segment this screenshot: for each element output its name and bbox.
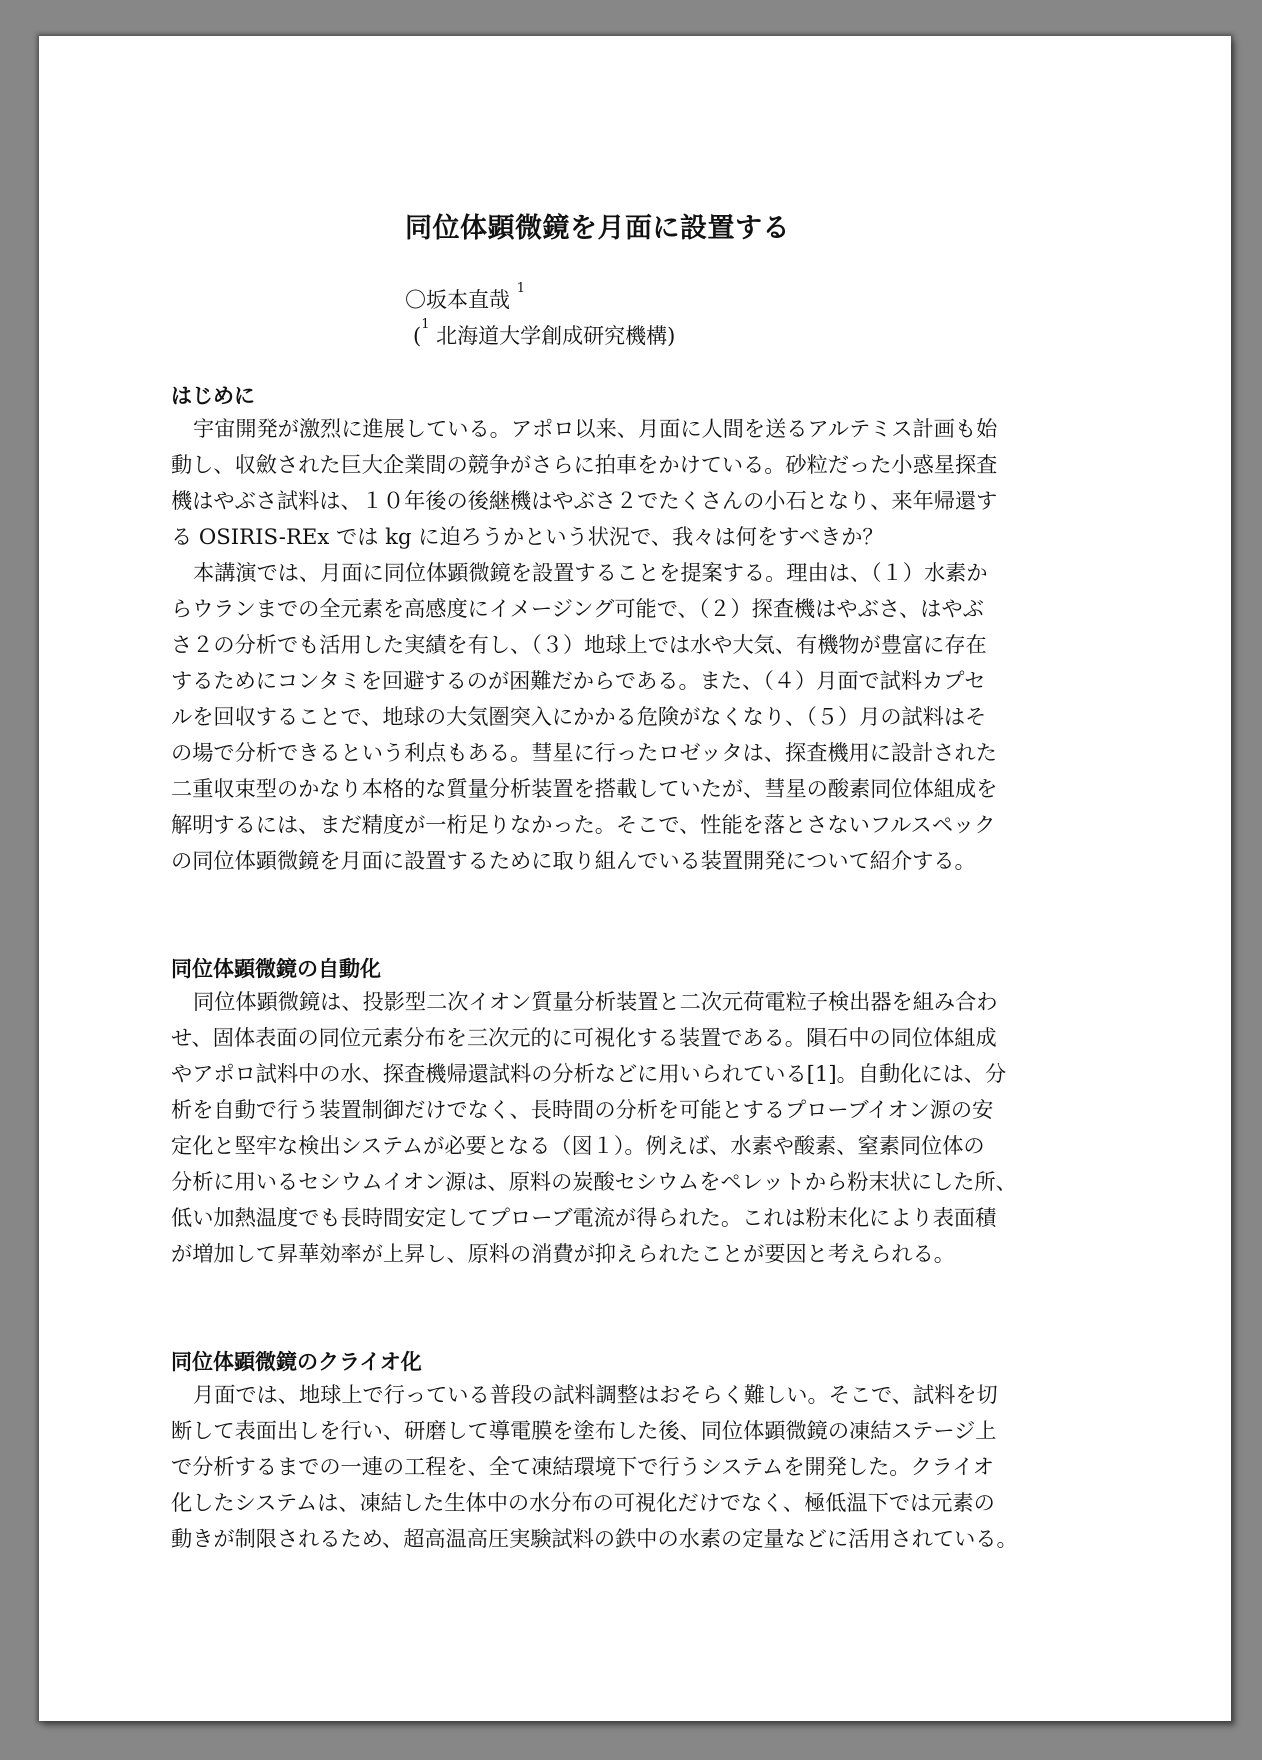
text-line: 二重収束型のかなり本格的な質量分析装置を搭載していたが、彗星の酸素同位体組成を (171, 776, 998, 801)
text-line: せ、固体表面の同位元素分布を三次元的に可視化する装置である。隕石中の同位体組成 (171, 1025, 997, 1050)
text-line: 解明するには、まだ精度が一桁足りなかった。そこで、性能を落とさないフルスペック (171, 812, 996, 837)
text-line: 本講演では、月面に同位体顕微鏡を設置することを提案する。理由は、（１）水素か (193, 560, 988, 585)
text-line: 定化と堅牢な検出システムが必要となる（図１）。例えば、水素や酸素、窒素同位体の (171, 1133, 985, 1158)
section-heading: はじめに (171, 384, 255, 408)
text-line: やアポロ試料中の水、探査機帰還試料の分析などに用いられている[1]。自動化には、分 (171, 1061, 1007, 1086)
section-automation (171, 954, 1117, 1272)
section-body (171, 411, 1117, 879)
section-heading: 同位体顕微鏡の自動化 (171, 957, 381, 981)
text-line: 断して表面出しを行い、研磨して導電膜を塗布した後、同位体顕微鏡の凍結ステージ上 (171, 1418, 997, 1443)
text-line: らウランまでの全元素を高感度にイメージング可能で、（２）探査機はやぶさ、はやぶ (171, 596, 984, 621)
text-line: の同位体顕微鏡を月面に設置するために取り組んでいる装置開発について紹介する。 (171, 848, 976, 873)
text-line: ルを回収することで、地球の大気圏突入にかかる危険がなくなり、（５）月の試料はそ (171, 704, 987, 729)
text-line: の場で分析できるという利点もある。彗星に行ったロゼッタは、探査機用に設計された (171, 740, 997, 765)
section-cryo (171, 1347, 1117, 1557)
document-title: 同位体顕微鏡を月面に設置する (405, 213, 790, 244)
text-line: 析を自動で行う装置制御だけでなく、長時間の分析を可能とするプローブイオン源の安 (171, 1097, 994, 1122)
section-introduction (171, 381, 1117, 879)
document-page (39, 36, 1231, 1721)
text-line: 化したシステムは、凍結した生体中の水分布の可視化だけでなく、極低温下では元素の (171, 1490, 995, 1515)
affiliation-open: ( (413, 324, 422, 348)
text-line: 宇宙開発が激烈に進展している。アポロ以来、月面に人間を送るアルテミス計画も始 (193, 416, 998, 441)
text-line: 月面では、地球上で行っている普段の試料調整はおそらく難しい。そこで、試料を切 (193, 1382, 998, 1407)
text-line: 動し、収斂された巨大企業間の競争がさらに拍車をかけている。砂粒だった小惑星探査 (171, 452, 998, 477)
author-name: 坂本直哉 (426, 288, 510, 312)
text-line: で分析するまでの一連の工程を、全て凍結環境下で行うシステムを開発した。クライオ (171, 1454, 994, 1479)
affiliation-text: 北海道大学創成研究機構) (429, 324, 676, 348)
section-body (171, 1377, 1117, 1557)
text-line: 機はやぶさ試料は、１０年後の後継機はやぶさ２でたくさんの小石となり、来年帰還す (171, 488, 998, 513)
author-affiliation-mark: 1 (516, 281, 525, 296)
affiliation-line (413, 317, 676, 350)
text-line: 分析に用いるセシウムイオン源は、原料の炭酸セシウムをペレットから粉末状にした所、 (171, 1169, 1017, 1194)
text-line: するためにコンタミを回避するのが困難だからである。また、（４）月面で試料カプセ (171, 668, 986, 693)
text-line: が増加して昇華効率が上昇し、原料の消費が抑えられたことが要因と考えられる。 (171, 1241, 955, 1266)
text-line: 動きが制限されるため、超高温高圧実験試料の鉄中の水素の定量などに活用されている。 (171, 1526, 1018, 1551)
affiliation-mark: 1 (421, 317, 430, 332)
text-line: さ２の分析でも活用した実績を有し、（３）地球上では水や大気、有機物が豊富に存在 (171, 632, 987, 657)
section-heading: 同位体顕微鏡のクライオ化 (171, 1350, 422, 1374)
text-line: る OSIRIS-REx では kg に迫ろうかという状況で、我々は何をすべきか？ (171, 524, 884, 549)
section-body (171, 984, 1117, 1272)
author-line (405, 281, 525, 314)
text-line: 低い加熱温度でも長時間安定してプローブ電流が得られた。これは粉末化により表面積 (171, 1205, 997, 1230)
text-line: 同位体顕微鏡は、投影型二次イオン質量分析装置と二次元荷電粒子検出器を組み合わ (193, 989, 998, 1014)
presenter-mark: 〇 (405, 288, 426, 312)
